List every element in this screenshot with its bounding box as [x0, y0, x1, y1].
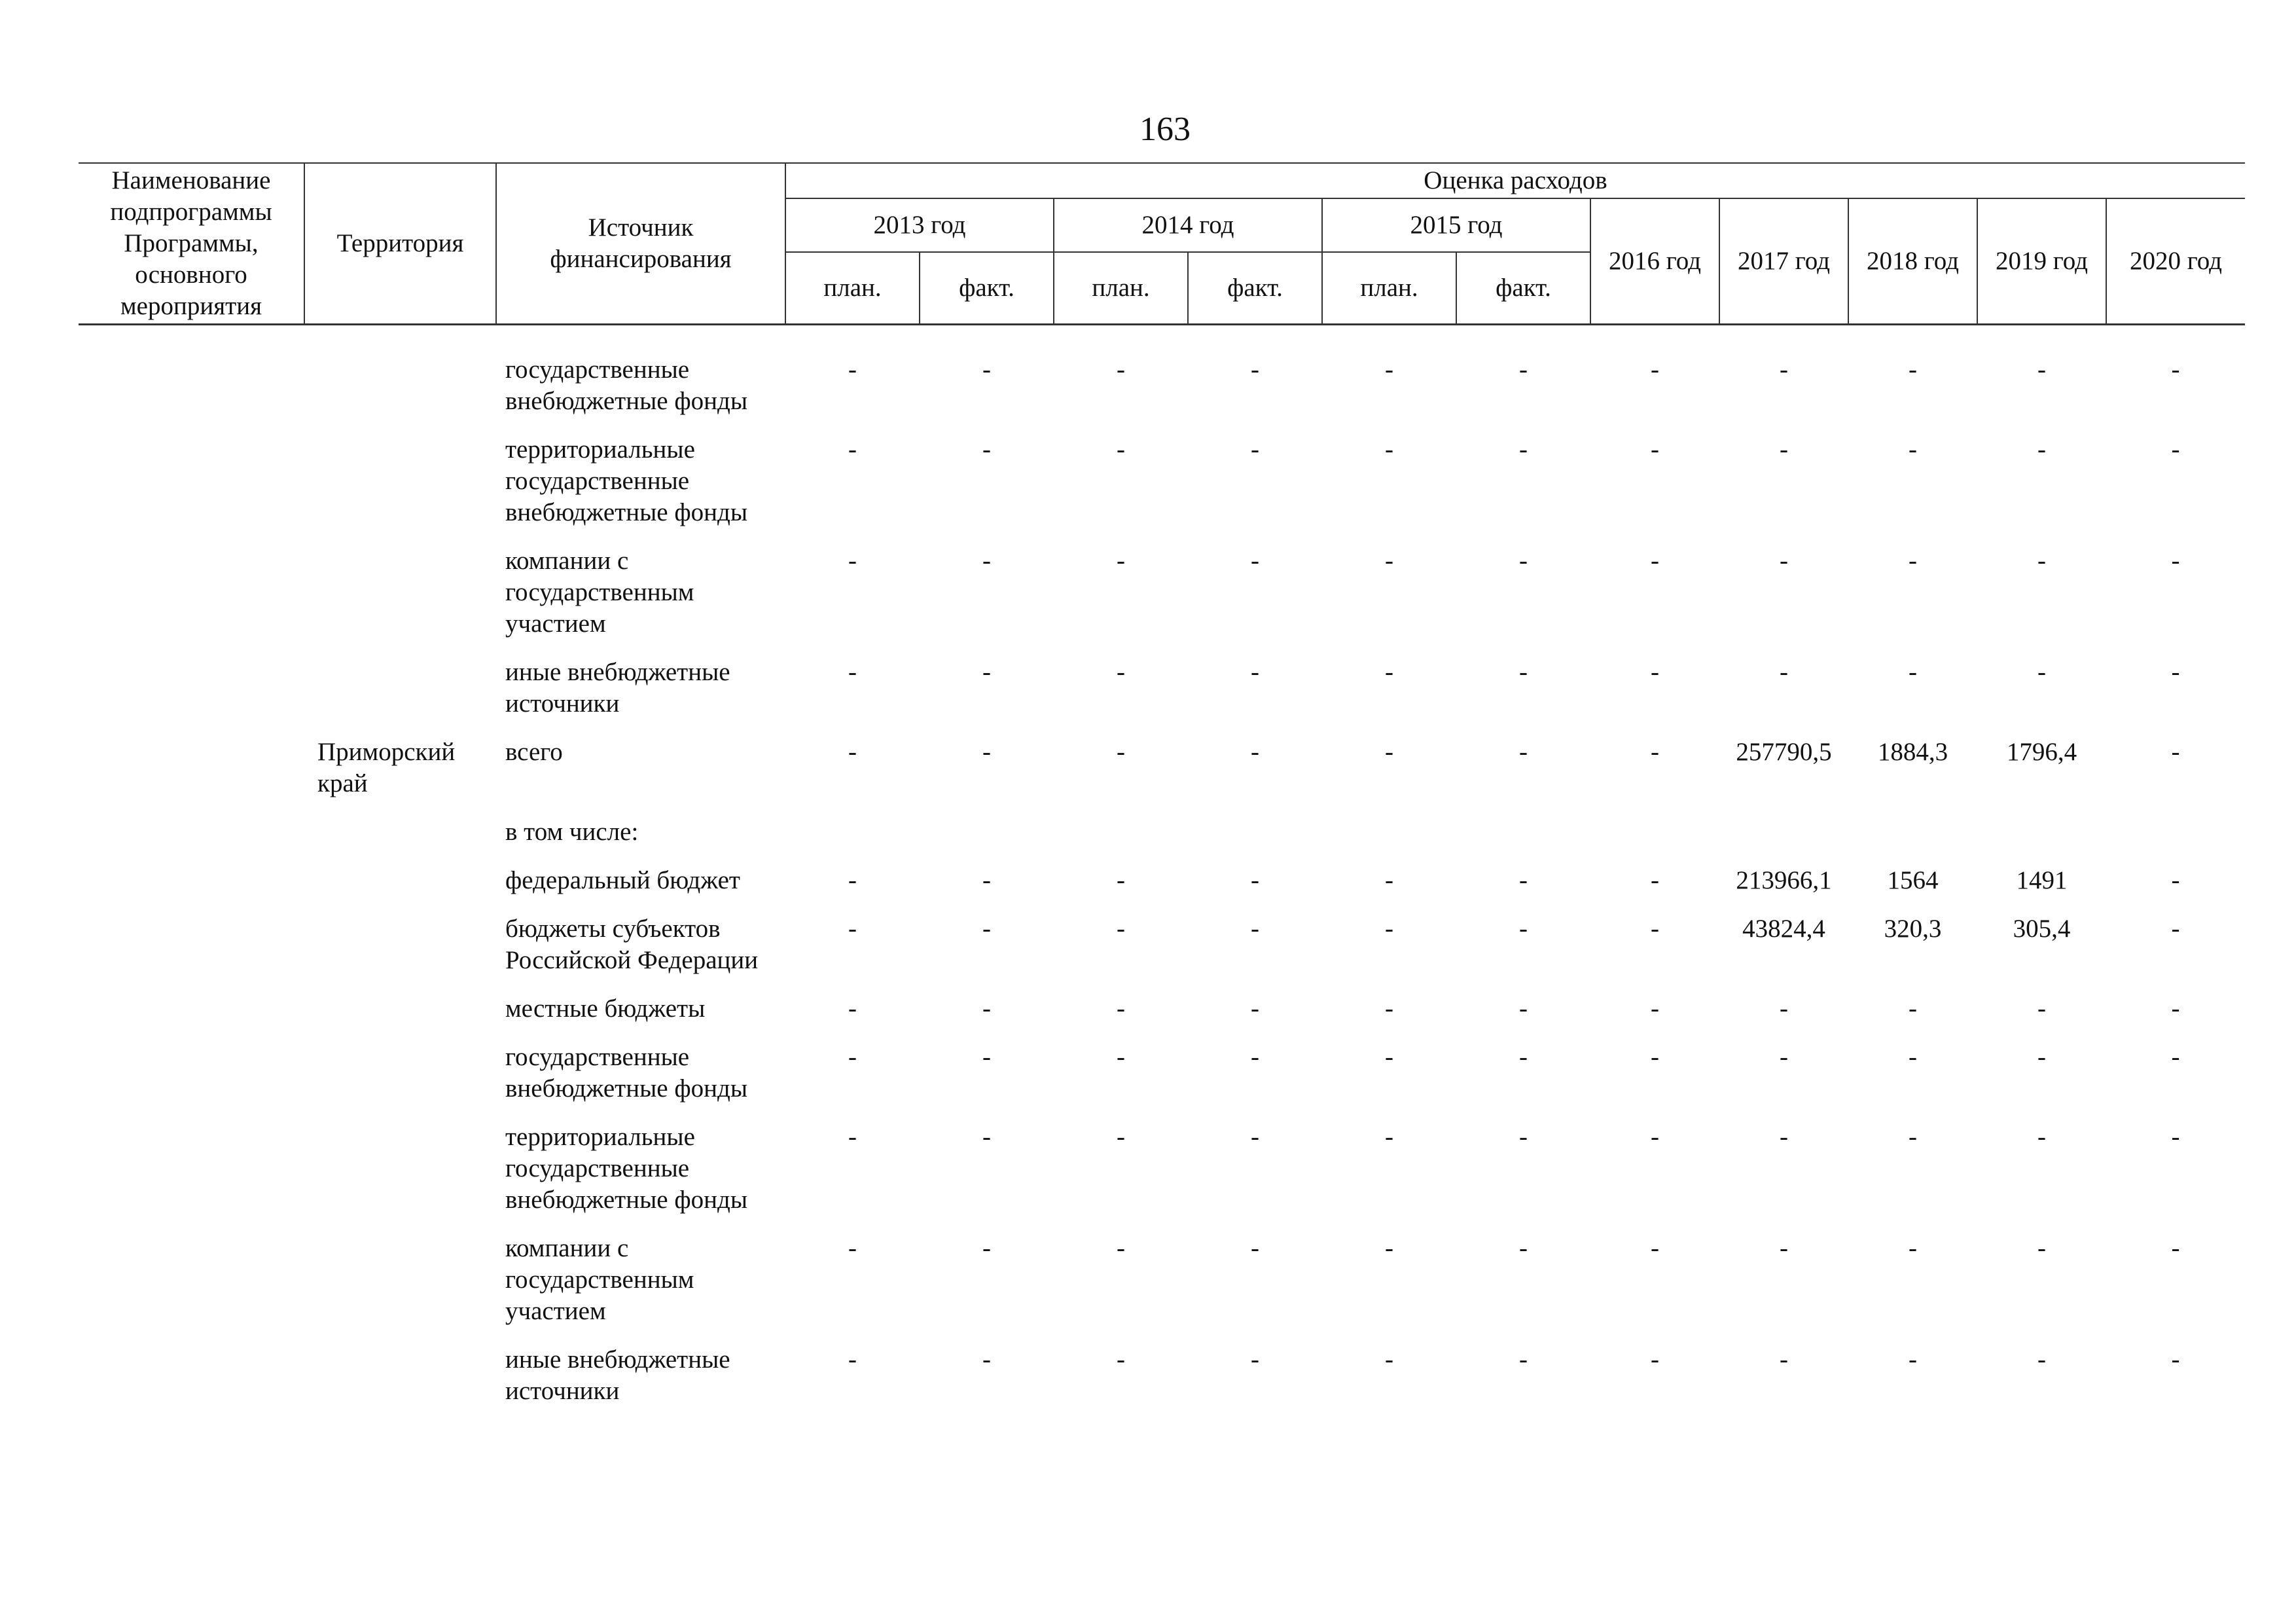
page-number: 163	[1139, 111, 1191, 148]
row-value-cell: -	[982, 994, 991, 1023]
row-value-cell: -	[1780, 356, 1788, 384]
table-row	[79, 354, 2245, 434]
header-territory-column: Территория	[304, 163, 496, 325]
table-header	[79, 163, 2245, 325]
row-value-cell	[920, 816, 1054, 865]
row-value-cell: -	[1780, 658, 1788, 686]
row-funding-source: федеральный бюджет	[505, 866, 740, 894]
row-value-cell: -	[1780, 435, 1788, 464]
row-value-cell: -	[1651, 435, 1659, 464]
row-value-cell: -	[2037, 435, 2046, 464]
row-program-name	[79, 1042, 304, 1122]
row-value-cell: -	[1251, 1043, 1259, 1071]
row-value-cell: -	[2171, 1123, 2180, 1151]
budget-table	[79, 162, 2245, 1424]
row-funding-source: бюджеты субъектов Российской Федерации	[505, 915, 759, 974]
row-program-name	[79, 737, 304, 816]
row-value-cell: -	[2037, 1345, 2046, 1374]
row-value-cell	[1188, 816, 1322, 865]
table-row	[79, 545, 2245, 657]
row-value-cell: -	[1651, 1345, 1659, 1374]
row-value-cell: -	[2037, 547, 2046, 575]
row-value-cell: 1491	[2016, 866, 2068, 894]
row-value-cell: -	[2171, 1043, 2180, 1071]
header-year-2019: 2019 год	[1977, 198, 2106, 325]
table-row	[79, 1233, 2245, 1344]
row-value-cell: -	[2037, 994, 2046, 1023]
row-value-cell: -	[1385, 994, 1393, 1023]
row-value-cell: -	[1780, 547, 1788, 575]
table-row	[79, 1122, 2245, 1233]
row-value-cell: -	[848, 738, 857, 766]
header-year-2016: 2016 год	[1590, 198, 1719, 325]
row-value-cell: 1796,4	[2006, 738, 2077, 766]
row-value-cell: 213966,1	[1736, 866, 1832, 894]
row-value-cell: -	[1519, 356, 1528, 384]
row-value-cell: -	[2171, 1345, 2180, 1374]
row-value-cell: -	[1519, 994, 1528, 1023]
row-value-cell: -	[1519, 435, 1528, 464]
row-territory	[304, 1344, 496, 1424]
row-value-cell: -	[1251, 1345, 1259, 1374]
row-value-cell: -	[1909, 658, 1917, 686]
row-program-name	[79, 1233, 304, 1344]
row-value-cell: -	[982, 658, 991, 686]
row-value-cell: 320,3	[1884, 915, 1942, 943]
row-territory	[304, 1042, 496, 1122]
row-value-cell: -	[848, 994, 857, 1023]
row-value-cell	[1848, 816, 1977, 865]
row-value-cell	[2106, 816, 2245, 865]
row-value-cell: -	[848, 915, 857, 943]
row-value-cell: -	[1909, 1345, 1917, 1374]
row-value-cell: -	[1251, 356, 1259, 384]
row-value-cell: -	[1909, 1043, 1917, 1071]
row-value-cell: -	[2171, 994, 2180, 1023]
row-value-cell: -	[2037, 1234, 2046, 1262]
row-value-cell: -	[1117, 1234, 1125, 1262]
row-value-cell: -	[1251, 994, 1259, 1023]
row-value-cell: -	[2171, 547, 2180, 575]
row-value-cell: -	[982, 915, 991, 943]
row-value-cell: -	[982, 1234, 991, 1262]
row-value-cell: -	[1385, 435, 1393, 464]
row-territory	[304, 1122, 496, 1233]
row-value-cell: -	[1251, 1234, 1259, 1262]
row-value-cell: -	[2037, 658, 2046, 686]
row-value-cell: -	[848, 356, 857, 384]
table-row	[79, 816, 2245, 865]
row-funding-source: компании с государственным участием	[505, 1234, 694, 1325]
row-value-cell: -	[1251, 738, 1259, 766]
row-program-name	[79, 816, 304, 865]
row-value-cell: 305,4	[2013, 915, 2071, 943]
header-2013-plan: план.	[785, 252, 920, 325]
row-value-cell: -	[1651, 994, 1659, 1023]
row-program-name	[79, 865, 304, 913]
row-value-cell: -	[848, 658, 857, 686]
row-value-cell: -	[1251, 866, 1259, 894]
header-2015-fact: факт.	[1456, 252, 1590, 325]
row-value-cell: -	[1909, 547, 1917, 575]
row-program-name	[79, 545, 304, 657]
row-value-cell: -	[1251, 1123, 1259, 1151]
row-value-cell: -	[1251, 547, 1259, 575]
row-value-cell: -	[1385, 1043, 1393, 1071]
row-territory	[304, 1233, 496, 1344]
row-value-cell: -	[1519, 547, 1528, 575]
row-territory	[304, 434, 496, 545]
row-funding-source: в том числе:	[505, 818, 639, 846]
row-value-cell: -	[1117, 435, 1125, 464]
row-value-cell: -	[1117, 915, 1125, 943]
row-value-cell: -	[1651, 915, 1659, 943]
row-funding-source: территориальные государственные внебюджетные фонды	[505, 435, 748, 526]
row-value-cell: 1884,3	[1877, 738, 1948, 766]
row-value-cell: -	[1385, 1345, 1393, 1374]
row-territory	[304, 865, 496, 913]
header-year-2020: 2020 год	[2106, 198, 2245, 325]
row-territory	[304, 354, 496, 434]
row-territory: Приморский край	[317, 738, 456, 797]
row-value-cell: -	[1780, 994, 1788, 1023]
row-value-cell	[1719, 816, 1848, 865]
row-value-cell: -	[1117, 866, 1125, 894]
row-program-name	[79, 993, 304, 1042]
row-value-cell: -	[982, 1043, 991, 1071]
header-2014-plan: план.	[1054, 252, 1188, 325]
row-value-cell: -	[848, 1345, 857, 1374]
row-value-cell: -	[1117, 658, 1125, 686]
row-value-cell: -	[1117, 738, 1125, 766]
row-program-name	[79, 434, 304, 545]
row-value-cell: -	[1519, 738, 1528, 766]
row-value-cell: -	[1251, 435, 1259, 464]
row-value-cell: -	[2171, 435, 2180, 464]
header-2015-plan: план.	[1322, 252, 1456, 325]
row-value-cell: -	[1385, 356, 1393, 384]
row-value-cell: -	[1385, 866, 1393, 894]
table-row	[79, 1042, 2245, 1122]
row-value-cell: -	[1117, 994, 1125, 1023]
row-value-cell: -	[1519, 1345, 1528, 1374]
row-value-cell: 43824,4	[1742, 915, 1825, 943]
table-row	[79, 913, 2245, 993]
row-value-cell: -	[1651, 738, 1659, 766]
row-value-cell: -	[1651, 866, 1659, 894]
row-value-cell: -	[848, 435, 857, 464]
header-source-column: Источник финансирования	[496, 163, 785, 325]
row-funding-source: компании с государственным участием	[505, 547, 694, 638]
row-value-cell	[785, 816, 920, 865]
row-funding-source: иные внебюджетные источники	[505, 1345, 730, 1405]
row-value-cell: 257790,5	[1736, 738, 1832, 766]
row-value-cell: -	[982, 738, 991, 766]
row-value-cell: -	[2037, 1043, 2046, 1071]
row-funding-source: государственные внебюджетные фонды	[505, 1043, 748, 1103]
row-program-name	[79, 913, 304, 993]
row-value-cell: -	[982, 435, 991, 464]
row-value-cell: -	[2171, 915, 2180, 943]
row-value-cell: -	[848, 1123, 857, 1151]
row-value-cell: -	[1117, 356, 1125, 384]
row-value-cell: -	[1651, 1043, 1659, 1071]
header-expense-group: Оценка расходов	[785, 163, 2245, 198]
row-value-cell: -	[1385, 915, 1393, 943]
header-year-2017: 2017 год	[1719, 198, 1848, 325]
row-value-cell: -	[1385, 1123, 1393, 1151]
row-funding-source: всего	[505, 738, 563, 766]
row-value-cell: -	[1117, 547, 1125, 575]
row-value-cell: -	[1780, 1234, 1788, 1262]
row-value-cell: -	[982, 1345, 991, 1374]
row-value-cell	[1054, 816, 1188, 865]
row-value-cell: -	[2171, 866, 2180, 894]
row-territory	[304, 913, 496, 993]
row-value-cell: 1564	[1887, 866, 1939, 894]
row-value-cell: -	[1780, 1123, 1788, 1151]
row-value-cell: -	[1251, 658, 1259, 686]
table-row	[79, 737, 2245, 816]
row-value-cell: -	[848, 1234, 857, 1262]
row-value-cell	[1977, 816, 2106, 865]
row-value-cell: -	[1651, 1123, 1659, 1151]
header-2014-fact: факт.	[1188, 252, 1322, 325]
row-value-cell: -	[1519, 915, 1528, 943]
row-territory	[304, 816, 496, 865]
table-row	[79, 434, 2245, 545]
row-value-cell: -	[1651, 356, 1659, 384]
header-year-2013: 2013 год	[785, 198, 1054, 252]
row-value-cell: -	[1519, 1043, 1528, 1071]
row-value-cell: -	[1251, 915, 1259, 943]
row-value-cell: -	[982, 547, 991, 575]
row-value-cell	[1322, 816, 1456, 865]
row-value-cell: -	[1780, 1043, 1788, 1071]
row-value-cell: -	[2171, 738, 2180, 766]
header-2013-fact: факт.	[920, 252, 1054, 325]
row-territory	[304, 993, 496, 1042]
row-value-cell: -	[1519, 1123, 1528, 1151]
row-value-cell: -	[1519, 1234, 1528, 1262]
row-value-cell: -	[1385, 547, 1393, 575]
row-funding-source: территориальные государственные внебюджетные фонды	[505, 1123, 748, 1214]
row-funding-source: иные внебюджетные источники	[505, 658, 730, 718]
row-value-cell: -	[1385, 658, 1393, 686]
row-value-cell: -	[2171, 658, 2180, 686]
row-value-cell: -	[1909, 1123, 1917, 1151]
header-year-2015: 2015 год	[1322, 198, 1590, 252]
row-value-cell: -	[1117, 1043, 1125, 1071]
row-value-cell	[1456, 816, 1590, 865]
row-value-cell: -	[1909, 435, 1917, 464]
row-value-cell: -	[1651, 658, 1659, 686]
row-funding-source: местные бюджеты	[505, 994, 706, 1023]
table-row	[79, 865, 2245, 913]
row-value-cell	[1590, 816, 1719, 865]
row-value-cell: -	[2171, 356, 2180, 384]
row-value-cell: -	[1780, 1345, 1788, 1374]
header-year-2014: 2014 год	[1054, 198, 1322, 252]
row-value-cell: -	[848, 866, 857, 894]
row-value-cell: -	[982, 1123, 991, 1151]
row-value-cell: -	[1909, 994, 1917, 1023]
row-program-name	[79, 1344, 304, 1424]
table-body	[79, 325, 2245, 1425]
row-value-cell: -	[2037, 356, 2046, 384]
row-territory	[304, 657, 496, 737]
row-program-name	[79, 354, 304, 434]
row-value-cell: -	[982, 866, 991, 894]
row-value-cell: -	[1909, 356, 1917, 384]
row-value-cell: -	[848, 547, 857, 575]
row-value-cell: -	[1909, 1234, 1917, 1262]
row-territory	[304, 545, 496, 657]
row-program-name	[79, 657, 304, 737]
row-value-cell: -	[1117, 1345, 1125, 1374]
row-value-cell: -	[1385, 738, 1393, 766]
row-value-cell: -	[1651, 547, 1659, 575]
row-program-name	[79, 1122, 304, 1233]
table-row	[79, 993, 2245, 1042]
header-year-2018: 2018 год	[1848, 198, 1977, 325]
row-value-cell: -	[982, 356, 991, 384]
row-value-cell: -	[2037, 1123, 2046, 1151]
row-value-cell: -	[848, 1043, 857, 1071]
row-value-cell: -	[1117, 1123, 1125, 1151]
row-value-cell: -	[1651, 1234, 1659, 1262]
header-name-column: Наименование подпрограммы Программы, основного мероприятия	[79, 163, 304, 325]
row-value-cell: -	[2171, 1234, 2180, 1262]
row-value-cell: -	[1385, 1234, 1393, 1262]
row-value-cell: -	[1519, 866, 1528, 894]
row-funding-source: государственные внебюджетные фонды	[505, 356, 748, 415]
row-value-cell: -	[1519, 658, 1528, 686]
table-row	[79, 657, 2245, 737]
table-row	[79, 1344, 2245, 1424]
